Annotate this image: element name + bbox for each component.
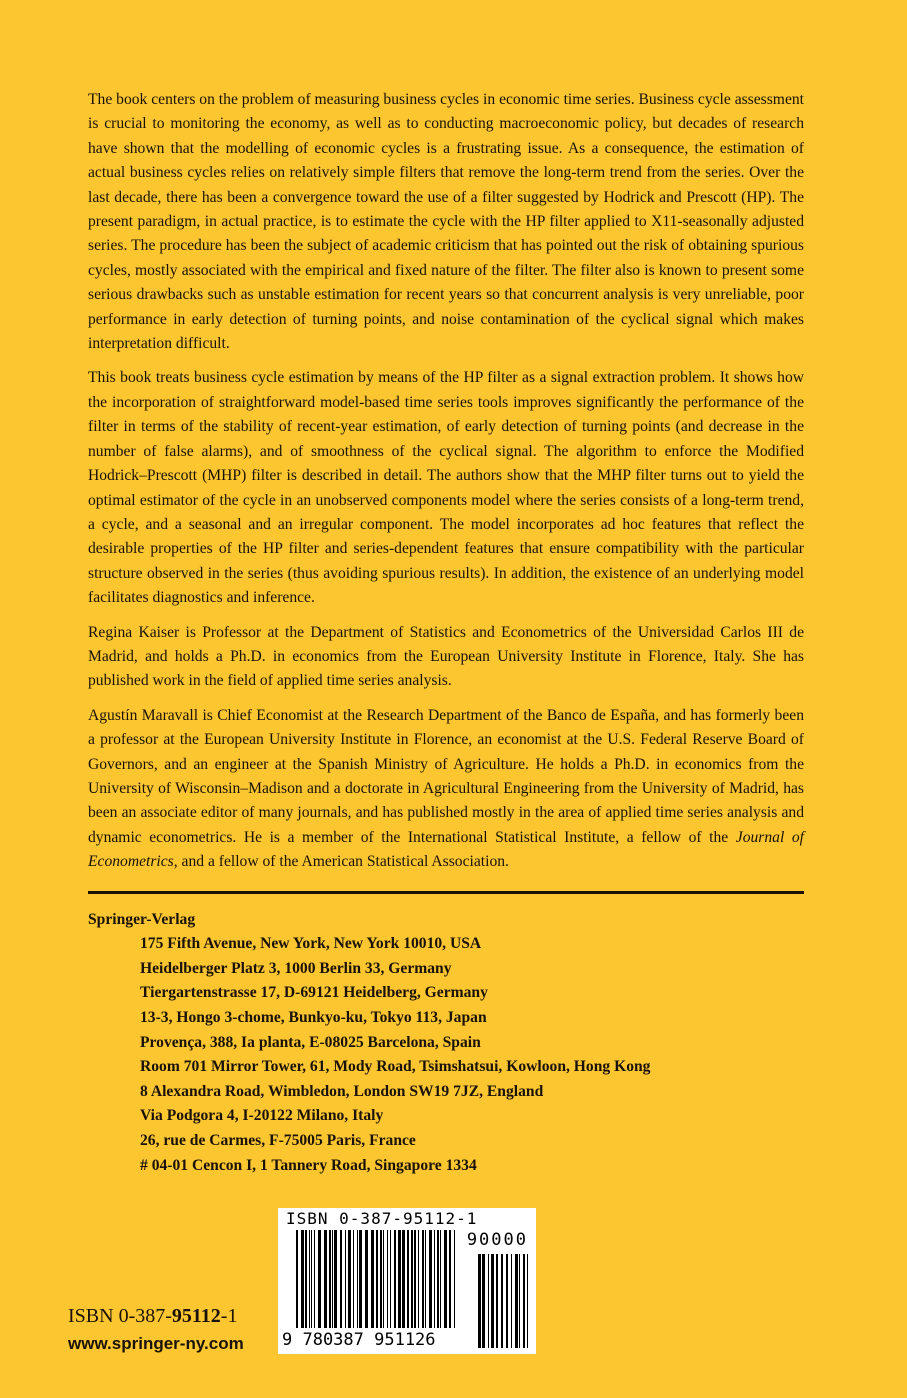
address: Heidelberger Platz 3, 1000 Berlin 33, Germany (140, 959, 452, 977)
barcode-bar (357, 1230, 358, 1328)
barcode-bar (506, 1254, 508, 1348)
isbn-prefix: ISBN 0-387- (68, 1305, 172, 1328)
barcode-bar (411, 1230, 413, 1328)
address: Via Podgora 4, I-20122 Milano, Italy (140, 1107, 384, 1125)
barcode-bar (348, 1230, 351, 1328)
barcode-bar (511, 1254, 512, 1348)
barcode-bar (324, 1230, 327, 1328)
isbn-number (68, 1304, 237, 1328)
address: Provença, 388, Ia planta, E-08025 Barcelona, Spain (140, 1033, 481, 1051)
barcode-bar (482, 1254, 485, 1348)
barcode-bar (425, 1230, 426, 1328)
barcode-bar (488, 1254, 489, 1348)
barcode-bar (390, 1230, 391, 1328)
barcode-isbn-label: ISBN 0-387-95112-1 (286, 1209, 478, 1229)
barcode-bar (527, 1254, 528, 1348)
barcode-bar (383, 1230, 384, 1328)
barcode-bar (444, 1230, 447, 1328)
isbn-area (0, 1178, 907, 1358)
barcode-bar (359, 1230, 362, 1328)
barcode-bar (376, 1230, 378, 1328)
barcode-bar (314, 1230, 315, 1328)
bio-text-end: , and a fellow of the American Statistical Association. (173, 853, 509, 871)
isbn-suffix: -1 (220, 1305, 238, 1328)
barcode-bar (515, 1254, 518, 1348)
description-paragraph: This book treats business cycle estimation by means of the HP filter as a signal extraction problem. It shows how the incorporation of straightforward model-based time series tools improves significantly the performance of the filter in terms of the stability of recent-year estimation, of early detection of turning points (and decrease in the number of false alarms), and of smoothness of the cyclical signal. The algorithm to enforce the Modified Hodrick–Prescott (MHP) filter is described in detail. The authors show that the MHP filter turns out to yield the optimal estimator of the cycle in an unobserved components model where the series consists of a long-term trend, a cycle, and a seasonal and an irregular component. The model incorporates ad hoc features that reflect the desirable properties of the HP filter and series-dependent features that ensure compatibility with the particular structure observed in the series (thus avoiding spurious results). In addition, the existence of an underlying model facilitates diagnostics and inference. (88, 369, 804, 607)
barcode-bar (496, 1254, 498, 1348)
bio-text: Agustín Maravall is Chief Economist at the Research Department of the Banco de España, and has formerly been a professor at the European University Institute in Florence, an economist at the U.S. Federal Reserve Board of Governors, and an engineer at the Spanish Ministry of Agriculture. He holds a Ph.D. in economics from the University of Wisconsin–Madison and a doctorate in Agricultural Engineering from the University of Madrid, has been an associate editor of many journals, and has published mostly in the area of applied time series analysis and dynamic econometrics. He is a member of the International Statistical Institute, a fellow of the (88, 706, 804, 846)
barcode-bar (434, 1230, 435, 1328)
barcode-bar (365, 1230, 368, 1328)
address: 13-3, Hongo 3-chome, Bunkyo-ku, Tokyo 113, Japan (140, 1008, 487, 1026)
barcode-bar (301, 1230, 304, 1328)
barcode-bar (402, 1230, 405, 1328)
barcode-bar (449, 1230, 451, 1328)
barcode-bar (440, 1230, 441, 1328)
barcode-bar (371, 1230, 374, 1328)
barcode-bar (454, 1230, 455, 1328)
barcode-bar (491, 1254, 494, 1348)
barcode-bar (429, 1230, 432, 1328)
barcode-bar (329, 1230, 331, 1328)
barcode-bar (334, 1230, 337, 1328)
description-paragraph: The book centers on the problem of measuring business cycles in economic time series. Business cycle assessment is crucial to monitoring the economy, as well as to conducting macroeconomic policy, but decades of research have shown that the modelling of economic cycles is a frustrating issue. As a consequence, the estimation of actual business cycles relies on relatively simple filters that remove the long-term trend from the series. Over the last decade, there has been a convergence toward the use of a filter suggested by Hodrick and Prescott (HP). The present paradigm, in actual practice, is to estimate the cycle with the HP filter applied to X11-seasonally adjusted series. The procedure has been the subject of academic criticism that has pointed out the risk of obtaining spurious cycles, mostly associated with the empirical and fixed nature of the filter. The filter also is known to present some serious drawbacks such as unstable estimation for recent years so that concurrent analysis is very unreliable, poor performance in early detection of turning points, and noise contamination of the cyclical signal which makes interpretation difficult. (88, 91, 804, 353)
barcode-bar (501, 1254, 503, 1348)
barcode-bar (311, 1230, 312, 1328)
barcode-addon: 90000 (466, 1230, 528, 1251)
barcode-bar (305, 1230, 307, 1328)
barcode-digits: 9 780387 951126 (282, 1330, 436, 1351)
barcode-bar (332, 1230, 333, 1328)
address: Room 701 Mirror Tower, 61, Mody Road, Tsimshatsui, Kowloon, Hong Kong (140, 1058, 651, 1076)
author-bio-kaiser: Regina Kaiser is Professor at the Department of Statistics and Econometrics of the Universidad Carlos III de Madrid, and holds a Ph.D. in economics from the European University Institute in Florence, Italy. She has published work in the field of applied time series analysis. (88, 623, 804, 690)
journal-title: Journal of Econometrics (88, 828, 804, 871)
address: 8 Alexandra Road, Wimbledon, London SW19 7JZ, England (140, 1082, 544, 1100)
barcode-bar (340, 1230, 342, 1328)
barcode (278, 1208, 536, 1354)
barcode-bar (296, 1230, 298, 1328)
barcode-bar (394, 1230, 396, 1328)
barcode-bar (345, 1230, 346, 1328)
book-description (88, 88, 804, 885)
address: 26, rue de Carmes, F-75005 Paris, France (140, 1131, 416, 1149)
barcode-bar (478, 1254, 481, 1348)
barcode-bar (407, 1230, 409, 1328)
barcode-bar (387, 1230, 388, 1328)
author-bio-maravall (88, 704, 804, 875)
divider (88, 891, 804, 894)
address: 175 Fifth Avenue, New York, New York 10010, USA (140, 935, 482, 953)
publisher-block (88, 908, 907, 1179)
address: Tiergartenstrasse 17, D-69121 Heidelberg, Germany (140, 984, 488, 1002)
barcode-bar (318, 1230, 321, 1328)
barcode-bar (422, 1230, 424, 1328)
publisher-name: Springer-Verlag (88, 910, 196, 928)
publisher-url: www.springer-ny.com (68, 1334, 244, 1354)
barcode-bar (353, 1230, 354, 1328)
barcode-bar (523, 1254, 525, 1348)
barcode-bar (398, 1230, 401, 1328)
barcode-bar (418, 1230, 419, 1328)
barcode-bar (309, 1230, 310, 1328)
address: # 04-01 Cencon I, 1 Tannery Road, Singapore 1334 (140, 1156, 477, 1174)
barcode-bar (414, 1230, 416, 1328)
barcode-bar (437, 1230, 439, 1328)
isbn-bold: 95112 (171, 1305, 221, 1328)
barcode-bar (380, 1230, 382, 1328)
barcode-bar (519, 1254, 520, 1348)
